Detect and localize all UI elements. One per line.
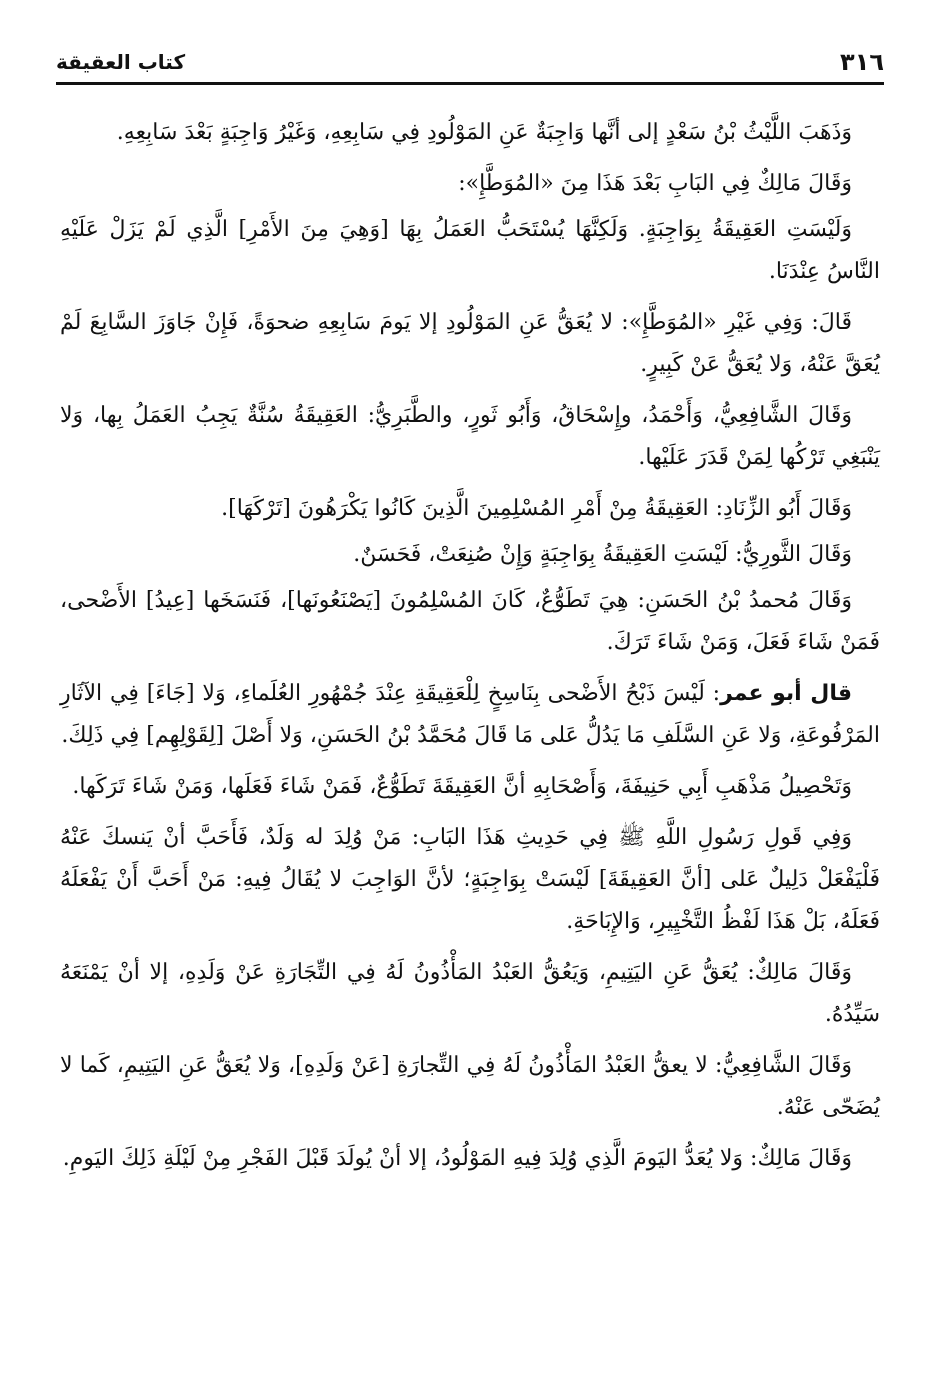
paragraph-9-text: : لَيْسَ ذَبْحُ الأَضْحى بِنَاسِخٍ لِلْعَقِيقَةِ عِنْدَ جُمْهُورِ العُلَماءِ، وَلا [جَاءَ] فِي الآثَارِ المَرْفُوعَةِ، وَلا عَنِ السَّلَفِ مَا يَدُلُّ عَلى مَا قَالَ مُحَمَّدُ بْنُ الحَسَنِ، وَلا أَصْلَ [لِقَوْلِهِم] فِي ذَلِكَ.	[60, 681, 880, 748]
running-title: كتاب العقيقة	[56, 50, 186, 74]
paragraph-11: وَفِي قَولِ رَسُولِ اللَّهِ ﷺ فِي حَدِيثِ هَذَا البَابِ: مَنْ وُلِدَ له وَلَدٌ، فَأَحَبَّ أنْ يَنسكَ عَنْهُ فَلْيَفْعَلْ دَلِيلٌ عَلى [أنَّ العَقِيقَةَ] لَيْسَتْ بِوَاجِبَةٍ؛ لأنَّ الوَاجِبَ لا يُقَالُ فِيهِ: مَنْ أَحَبَّ أَنْ يَفْعَلَهُ فَعَلَهُ، بَلْ هَذَا لَفْظُ التَّخْيِيرِ، وَالإِبَاحَةِ.	[60, 825, 880, 934]
paragraph-10: وَتَحْصِيلُ مَذْهَبِ أَبِي حَنِيفَةَ، وَأَصْحَابِهِ أنَّ العَقِيقَةَ تَطَوُّعٌ، فَمَنْ شَاءَ فَعَلَها، وَمَنْ شَاءَ تَرَكَها.	[72, 774, 852, 799]
paragraph-9	[60, 673, 880, 757]
paragraph-6: وَقَالَ أَبُو الزِّنَادِ: العَقِيقَةُ مِنْ أَمْرِ المُسْلِمِينَ الَّذِينَ كَانُوا يَكْرَهُونَ [تَرْكَهَا].	[221, 496, 852, 521]
paragraph-12: وَقَالَ مَالِكٌ: يُعَقُّ عَنِ اليَتِيمِ، وَيَعُقُّ العَبْدُ المَأْذُونُ لَهُ فِي التِّجَارَةِ عَنْ وَلَدِهِ، إلا أنْ يَمْنَعَهُ سَيِّدُهُ.	[60, 960, 880, 1027]
page-header	[56, 42, 884, 82]
paragraph-2: وَقَالَ مَالِكٌ فِي البَابِ بَعْدَ هَذَا مِنَ «المُوَطَّإِ»:	[458, 171, 852, 196]
paragraph-3: وَلَيْسَتِ العَقِيقَةُ بِوَاجِبَةٍ. وَلَكِنَّهَا يُسْتَحَبُّ العَمَلُ بِهَا [وَهِيَ مِنَ الأَمْرِ] الَّذِي لَمْ يَزَلْ عَلَيْهِ النَّاسُ عِنْدَنَا.	[60, 217, 880, 284]
paragraph-13: وَقَالَ الشَّافِعِيُّ: لا يعقُّ العَبْدُ المَأْذُونُ لَهُ فِي التِّجارَةِ [عَنْ وَلَدِهِ]، وَلا يُعَقُّ عَنِ اليَتِيمِ، كَما لا يُضَحّى عَنْهُ.	[60, 1053, 880, 1120]
paragraph-4: قَالَ: وَفِي غَيْرِ «المُوَطَّإِ»: لا يُعَقُّ عَنِ المَوْلُودِ إلا يَومَ سَابِعِهِ ضحوَةً، فَإِنْ جَاوَزَ السَّابِعَ لَمْ يُعَقَّ عَنْهُ، وَلا يُعَقُّ عَنْ كَبِيرٍ.	[60, 310, 880, 377]
page-number: ٣١٦	[840, 48, 884, 76]
paragraph-8: وَقَالَ مُحمدُ بْنُ الحَسَنِ: هِيَ تَطَوُّعٌ، كَانَ المُسْلِمُونَ [يَصْنَعُونَها]، فَنَسَخَها [عِيدُ] الأَضْحى، فَمَنْ شَاءَ فَعَلَ، وَمَنْ شَاءَ تَرَكَ.	[60, 588, 880, 655]
header-rule	[56, 82, 884, 85]
body-text	[60, 112, 880, 1189]
paragraph-5: وَقَالَ الشَّافِعِيُّ، وَأَحْمَدُ، وإِسْحَاقُ، وَأَبُو ثَورٍ، والطَّبَرِيُّ: العَقِيقَةُ سُنَّةٌ يَجِبُ العَمَلُ بِها، وَلا يَنْبَغِي تَرْكُها لِمَنْ قَدَرَ عَلَيْها.	[60, 403, 880, 470]
speaker-label: قال أبو عمر	[720, 681, 852, 706]
paragraph-7: وَقَالَ الثَّورِيُّ: لَيْسَتِ العَقِيقَةُ بِوَاجِبَةٍ وَإِنْ صُنِعَتْ، فَحَسَنٌ.	[353, 542, 852, 567]
paragraph-1: وَذَهَبَ اللَّيْثُ بْنُ سَعْدٍ إلى أنَّها وَاجِبَةٌ عَنِ المَوْلُودِ فِي سَابِعِهِ، وَغَيْرُ وَاجِبَةٍ بَعْدَ سَابِعِهِ.	[116, 120, 852, 145]
paragraph-14: وَقَالَ مَالِكٌ: وَلا يُعَدُّ اليَومَ الَّذِي وُلِدَ فِيهِ المَوْلُودُ، إلا أنْ يُولَدَ قَبْلَ الفَجْرِ مِنْ لَيْلَةِ ذَلِكَ اليَومِ.	[62, 1146, 852, 1171]
